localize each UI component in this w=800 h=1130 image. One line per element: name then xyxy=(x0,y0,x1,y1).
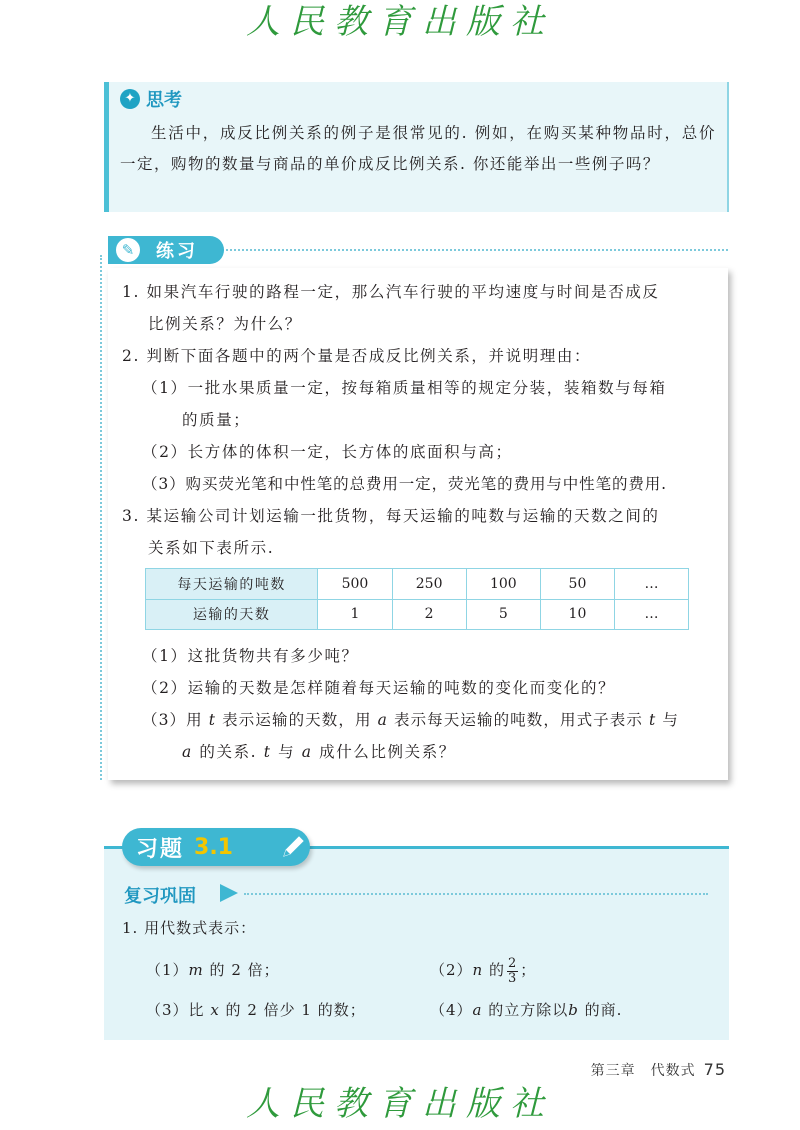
exercise-item-4: （4）a 的立方除以b 的商. xyxy=(430,1001,623,1019)
practice-line: 比例关系？为什么？ xyxy=(148,315,302,333)
table-cell: 50 xyxy=(540,569,614,600)
practice-line: （3）购买荧光笔和中性笔的总费用一定，荧光笔的费用与中性笔的费用. xyxy=(142,475,667,493)
publisher-logo-top: 人民教育出版社 xyxy=(246,2,554,42)
table-row xyxy=(146,599,689,630)
lightbulb-icon: ✦ xyxy=(120,89,140,109)
table-cell: 1 xyxy=(318,599,392,630)
think-header xyxy=(120,86,182,112)
pencil-badge-icon: ✎ xyxy=(114,236,142,264)
exercise-item-1: （1）m 的 2 倍； xyxy=(146,961,280,979)
exercise-q1: 1. 用代数式表示： xyxy=(122,919,257,937)
practice-line: 的质量； xyxy=(182,411,251,429)
practice-line: 2. 判断下面各题中的两个量是否成反比例关系，并说明理由： xyxy=(122,347,592,365)
table-row-header: 每天运输的吨数 xyxy=(146,569,318,600)
table-cell: 250 xyxy=(392,569,466,600)
page-footer xyxy=(591,1060,726,1080)
chapter-label: 第三章 代数式 xyxy=(590,1063,696,1079)
pencil-icon xyxy=(278,832,308,862)
think-body: 生活中，成反比例关系的例子是很常见的. 例如，在购买某种物品时，总价一定，购物的数量与商品的单价成反比例关系. 你还能举出一些例子吗？ xyxy=(120,124,716,173)
practice-left-dotted-border xyxy=(100,255,102,780)
table-cell: … xyxy=(614,599,688,630)
table-cell: 2 xyxy=(392,599,466,630)
table-cell: 100 xyxy=(466,569,540,600)
review-dotted-rule xyxy=(244,893,708,895)
think-left-bar xyxy=(104,82,109,212)
practice-tag xyxy=(108,236,224,264)
practice-line-q3-3-cont: a 的关系. t 与 a 成什么比例关系？ xyxy=(182,743,456,761)
table-cell: … xyxy=(614,569,688,600)
fraction: $\frac{2}{3}$ xyxy=(508,955,518,986)
practice-line: （2）长方体的体积一定，长方体的底面积与高； xyxy=(142,443,513,461)
arrow-right-icon xyxy=(220,884,238,902)
table-cell: 500 xyxy=(318,569,392,600)
table-row xyxy=(146,569,689,600)
tonnage-table xyxy=(145,568,689,630)
exercise-item-2: （2）n 的 $\frac{2}{3}$ ； xyxy=(430,955,537,986)
think-right-bar xyxy=(727,82,729,212)
page-number: 75 xyxy=(703,1060,726,1079)
exercise-item-3: （3）比 x 的 2 倍少 1 的数； xyxy=(146,1001,366,1019)
table-row-header: 运输的天数 xyxy=(146,599,318,630)
practice-line: 3. 某运输公司计划运输一批货物，每天运输的吨数与运输的天数之间的 xyxy=(122,507,660,525)
table-cell: 10 xyxy=(540,599,614,630)
practice-line: （1）一批水果质量一定，按每箱质量相等的规定分装，装箱数与每箱 xyxy=(142,379,667,397)
practice-line: （2）运输的天数是怎样随着每天运输的吨数的变化而变化的？ xyxy=(142,679,616,697)
exercise-number: 3.1 xyxy=(194,834,233,860)
think-box xyxy=(104,82,729,212)
practice-line: 关系如下表所示. xyxy=(148,539,275,557)
practice-top-dotted-border xyxy=(218,249,728,251)
table-cell: 5 xyxy=(466,599,540,630)
practice-line: （1）这批货物共有多少吨？ xyxy=(142,647,359,665)
practice-title: 练习 xyxy=(156,241,198,262)
review-title: 复习巩固 xyxy=(124,886,196,907)
publisher-logo-bottom: 人民教育出版社 xyxy=(246,1084,554,1124)
practice-line: 1. 如果汽车行驶的路程一定，那么汽车行驶的平均速度与时间是否成反 xyxy=(122,283,660,301)
exercise-title: 习题 xyxy=(136,836,185,862)
practice-line-q3-3: （3）用 t 表示运输的天数，用 a 表示每天运输的吨数，用式子表示 t 与 xyxy=(142,711,679,729)
think-title: 思考 xyxy=(146,90,182,111)
